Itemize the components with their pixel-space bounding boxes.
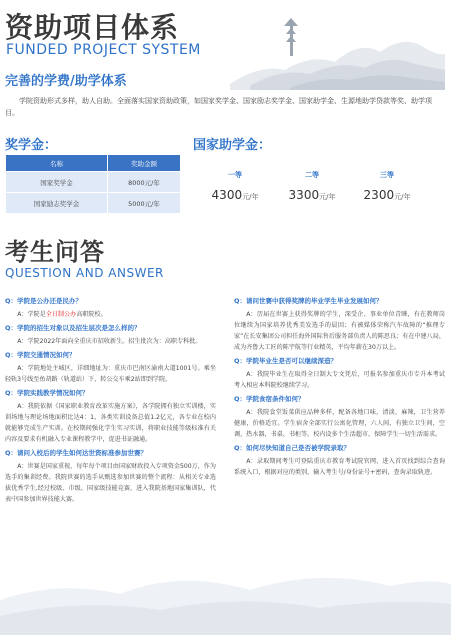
question: Q：学院食宿条件如何？ (234, 395, 305, 403)
qa-item (234, 296, 445, 353)
question: Q：学院实践教学情况如何？ (5, 389, 89, 397)
cell-name: 国家励志奖学金 (6, 193, 108, 214)
table-row (6, 193, 181, 214)
qa-item (5, 350, 216, 385)
answer: A：我院毕业生在取得全日制大专文凭后，可报名参加重庆市专升本考试考入相应本科院校继续学习。 (234, 371, 445, 389)
page-title: 资助项目体系 (5, 11, 180, 44)
qa-column-left (5, 296, 216, 508)
grant-level-first (200, 170, 270, 202)
qa-title: 考生问答 (5, 238, 105, 266)
qa-item (5, 388, 216, 445)
answer (5, 309, 216, 320)
answer: A：录取期间考生可登陆重庆市教育考试院官网，进入首页找到综合查询系统入口，根据对应的类别，输入考生号/身份证号+密码，查询录取轨迹。 (234, 458, 445, 476)
column-header-name: 名称 (6, 155, 108, 172)
grant-amount-unit: 元/年 (319, 193, 336, 201)
page-subtitle-en: FUNDED PROJECT SYSTEM (6, 42, 201, 58)
qa-item (234, 443, 445, 478)
answer: A：我院食堂饭菜供应品种多样，配备各地口味，清淡，麻辣，卫生营养健康，价格适宜。学生宿舍全部实行公寓化管理，六人间，有独立卫生间，空调，热水器，书桌、书柜等。校内设多个生活超市，保障学生一切生活需求。 (234, 409, 445, 438)
answer: A：我院依据《国家职业教育改革实施方案》，各学院拥有独立实训楼，实训场地与理论场地面积比达4：1，各类实训设备总值1.2亿元，各专业在校内就能够完成生产实训。在校期间强化学生实习实训，将职业技能等级标准有关内容及要求有机融入专业课程教学中，促进书证融通。 (5, 403, 216, 443)
qa-item (5, 323, 216, 347)
cell-name: 国家奖学金 (6, 172, 108, 193)
column-header-amount: 奖助金额 (107, 155, 180, 172)
intro-heading: 完善的学费/助学体系 (5, 74, 127, 89)
answer-highlight: 全日制公办 (45, 311, 77, 318)
answer: A：学院地处主城区，详细地址为：重庆市巴南区渝南大道1001号。乘坐轻轨3号线至鱼胡路（轨道站）下，转公交车乘2站即到学院。 (5, 365, 216, 383)
question: Q：学院是公办还是民办？ (5, 297, 83, 305)
table-row (6, 172, 181, 193)
question: Q：学院毕业生是否可以继续深造？ (234, 357, 338, 365)
cell-amount: 8000元/年 (107, 172, 180, 193)
scholarship-heading: 奖学金： (5, 138, 58, 153)
ink-landscape-decoration (230, 4, 445, 90)
answer: A：学院2022年面向全重庆市招收新生。招生批次为：高职专科批。 (17, 338, 202, 345)
grant-amount (352, 188, 422, 202)
grant-amount-value: 2300 (363, 188, 395, 202)
qa-item (234, 356, 445, 391)
intro-text: 学院资助形式多样，助人自助。全面落实国家资助政策，如国家奖学金、国家励志奖学金、国家助学金、生源地助学贷款等奖、助学项目。 (5, 97, 432, 117)
grant-level-second (277, 170, 347, 202)
qa-item (5, 448, 216, 505)
grant-amount (200, 188, 270, 202)
cell-amount: 5000元/年 (107, 193, 180, 214)
grant-level-third (352, 170, 422, 202)
grant-level-label: 一等 (228, 171, 242, 179)
grant-level-label: 二等 (305, 171, 319, 179)
grant-amount-value: 4300 (211, 188, 243, 202)
answer-text: 高职院校。 (76, 311, 107, 318)
grant-amount-unit: 元/年 (394, 193, 411, 201)
question: Q：如何尽快知道自己是否被学院录取？ (234, 444, 351, 452)
question: Q：请问入校后的学生如何达世资标准参加世赛？ (5, 449, 148, 457)
qa-item (5, 296, 216, 320)
grant-amount-unit: 元/年 (242, 193, 259, 201)
question: Q：学院的招生对象以及招生层次是怎么样的？ (5, 324, 141, 332)
scholarship-table (5, 154, 181, 214)
qa-subtitle-en: QUESTION AND ANSWER (5, 266, 164, 280)
grant-level-label: 三等 (380, 171, 394, 179)
grant-amount (277, 188, 347, 202)
grant-amount-value: 3300 (288, 188, 320, 202)
grant-heading: 国家助学金： (193, 138, 272, 153)
qa-item (234, 394, 445, 440)
question: Q：学院交通情况如何？ (5, 351, 76, 359)
table-header-row (6, 155, 181, 172)
answer-text: A：学院是 (17, 311, 46, 318)
answer: A：历届在世赛上获得奖牌的学生，深受企、事业单位青睐，有在教师岗位继续为国家培养优秀美发选手的晨因；有被媒体荣称汽车故障的“推理专家”在长安集团公司担任海外国际售后服务部负责人的陈思良；有在中建八局，成为齐鲁大工匠的陈宇航等行业精英，平均年薪在30万以上。 (234, 311, 445, 351)
ink-mountain-footer-decoration (0, 560, 451, 635)
answer: A：世赛是国家重视，每年每个项目由国家财政投入专项资金500万，作为选手的集训经费。我院世赛的选手从甄选参加世赛的整个流程：从相关专业选拔优秀学生,经过校级、市级、国家级技能竞赛，进入我院基地国家集训队，代表中国参加世界技能大赛。 (5, 463, 216, 503)
question: Q：请问世赛中获得奖牌的毕业学生毕业发展如何？ (234, 297, 383, 305)
qa-column-right (234, 296, 445, 481)
